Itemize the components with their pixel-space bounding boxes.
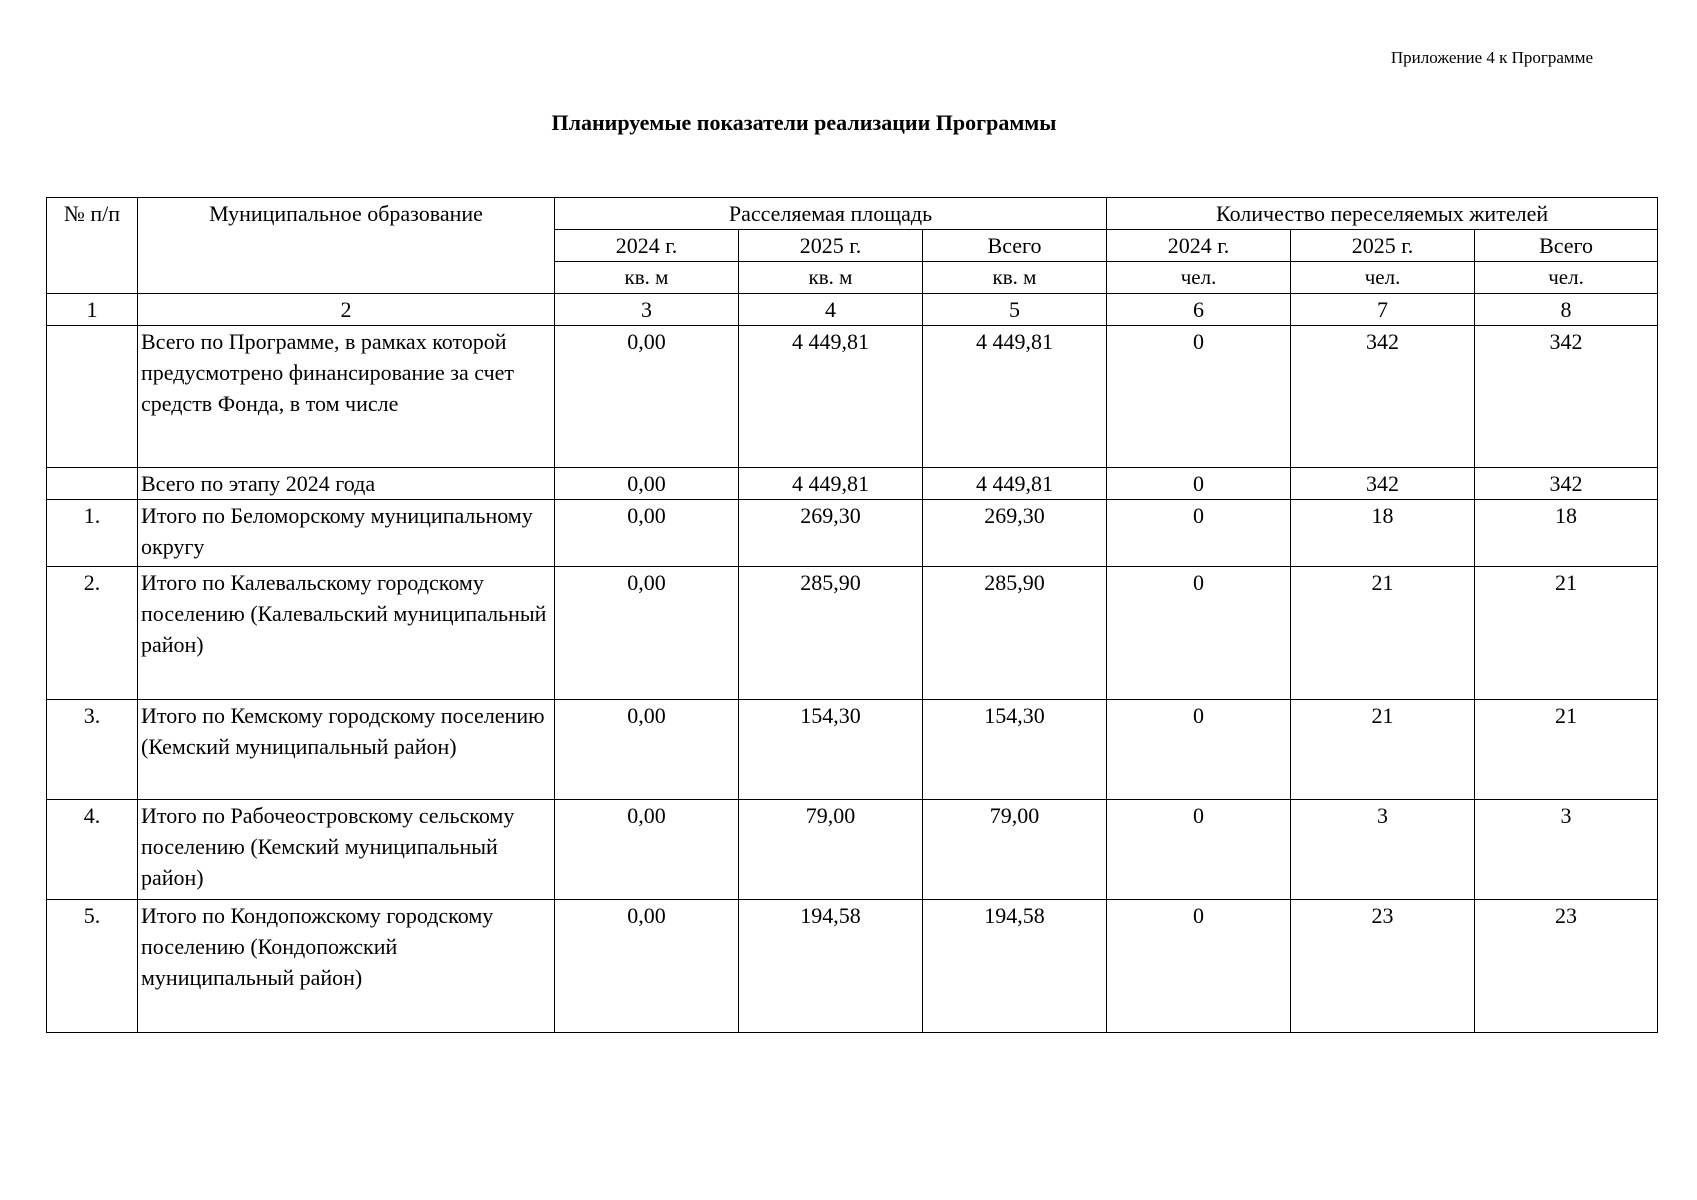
cell-area-2025: 4 449,81 [739,468,923,500]
cell-area-total: 285,90 [923,567,1107,700]
header-residents-2025: 2025 г. [1291,230,1475,262]
header-area-total: Всего [923,230,1107,262]
cell-residents-2024: 0 [1107,567,1291,700]
column-number: 6 [1107,294,1291,326]
header-residents-total: Всего [1475,230,1658,262]
table-row [47,800,1658,900]
cell-residents-2024: 0 [1107,700,1291,800]
cell-area-2025: 154,30 [739,700,923,800]
unit-people: чел. [1291,262,1475,294]
indicators-table [46,197,1658,1033]
table-row [47,500,1658,567]
table-row [47,567,1658,700]
cell-area-2025: 79,00 [739,800,923,900]
cell-area-total: 4 449,81 [923,468,1107,500]
cell-area-2024: 0,00 [555,567,739,700]
page-title: Планируемые показатели реализации Программы [551,110,1057,135]
cell-residents-2024: 0 [1107,468,1291,500]
cell-area-2025: 285,90 [739,567,923,700]
cell-area-total: 79,00 [923,800,1107,900]
column-number: 2 [138,294,555,326]
cell-residents-2024: 0 [1107,326,1291,468]
row-name: Всего по этапу 2024 года [138,468,555,500]
cell-residents-total: 342 [1475,326,1658,468]
row-name: Итого по Беломорскому муниципальному округу [138,500,555,567]
cell-residents-2025: 18 [1291,500,1475,567]
row-name: Итого по Кемскому городскому поселению (Кемский муниципальный район) [138,700,555,800]
row-name: Всего по Программе, в рамках которой предусмотрено финансирование за счет средств Фонда, в том числе [138,326,555,468]
cell-residents-2024: 0 [1107,500,1291,567]
table-row [47,900,1658,1033]
cell-residents-total: 23 [1475,900,1658,1033]
cell-area-2024: 0,00 [555,800,739,900]
cell-area-2025: 269,30 [739,500,923,567]
row-num: 1. [47,500,138,567]
row-name: Итого по Кондопожскому городскому поселению (Кондопожский муниципальный район) [138,900,555,1033]
header-area-group: Расселяемая площадь [555,198,1107,230]
cell-residents-2025: 23 [1291,900,1475,1033]
cell-area-2024: 0,00 [555,326,739,468]
column-number: 4 [739,294,923,326]
header-area-2025: 2025 г. [739,230,923,262]
header-residents-group: Количество переселяемых жителей [1107,198,1658,230]
cell-residents-2024: 0 [1107,800,1291,900]
row-num: 2. [47,567,138,700]
cell-area-2024: 0,00 [555,900,739,1033]
column-number: 1 [47,294,138,326]
cell-residents-total: 21 [1475,700,1658,800]
row-num [47,468,138,500]
header-area-2024: 2024 г. [555,230,739,262]
cell-residents-total: 342 [1475,468,1658,500]
cell-area-2024: 0,00 [555,468,739,500]
column-number: 5 [923,294,1107,326]
cell-area-2025: 4 449,81 [739,326,923,468]
unit-area: кв. м [555,262,739,294]
cell-residents-2024: 0 [1107,900,1291,1033]
row-num: 4. [47,800,138,900]
cell-area-2025: 194,58 [739,900,923,1033]
table-row [47,700,1658,800]
cell-residents-2025: 21 [1291,700,1475,800]
column-number: 8 [1475,294,1658,326]
cell-area-2024: 0,00 [555,500,739,567]
header-num: № п/п [47,198,138,294]
cell-residents-2025: 3 [1291,800,1475,900]
cell-residents-total: 18 [1475,500,1658,567]
column-number: 3 [555,294,739,326]
cell-area-total: 4 449,81 [923,326,1107,468]
cell-residents-total: 3 [1475,800,1658,900]
row-name: Итого по Калевальскому городскому поселению (Калевальский муниципальный район) [138,567,555,700]
header-residents-2024: 2024 г. [1107,230,1291,262]
unit-area: кв. м [739,262,923,294]
row-num [47,326,138,468]
cell-residents-2025: 21 [1291,567,1475,700]
cell-area-total: 194,58 [923,900,1107,1033]
appendix-label: Приложение 4 к Программе [1390,48,1593,67]
header-municipality: Муниципальное образование [138,198,555,294]
cell-residents-total: 21 [1475,567,1658,700]
cell-area-total: 269,30 [923,500,1107,567]
row-name: Итого по Рабочеостровскому сельскому поселению (Кемский муниципальный район) [138,800,555,900]
unit-people: чел. [1475,262,1658,294]
unit-area: кв. м [923,262,1107,294]
unit-people: чел. [1107,262,1291,294]
row-num: 3. [47,700,138,800]
row-num: 5. [47,900,138,1033]
table-row [47,326,1658,468]
table-row [47,468,1658,500]
column-number: 7 [1291,294,1475,326]
cell-area-total: 154,30 [923,700,1107,800]
cell-area-2024: 0,00 [555,700,739,800]
cell-residents-2025: 342 [1291,468,1475,500]
cell-residents-2025: 342 [1291,326,1475,468]
